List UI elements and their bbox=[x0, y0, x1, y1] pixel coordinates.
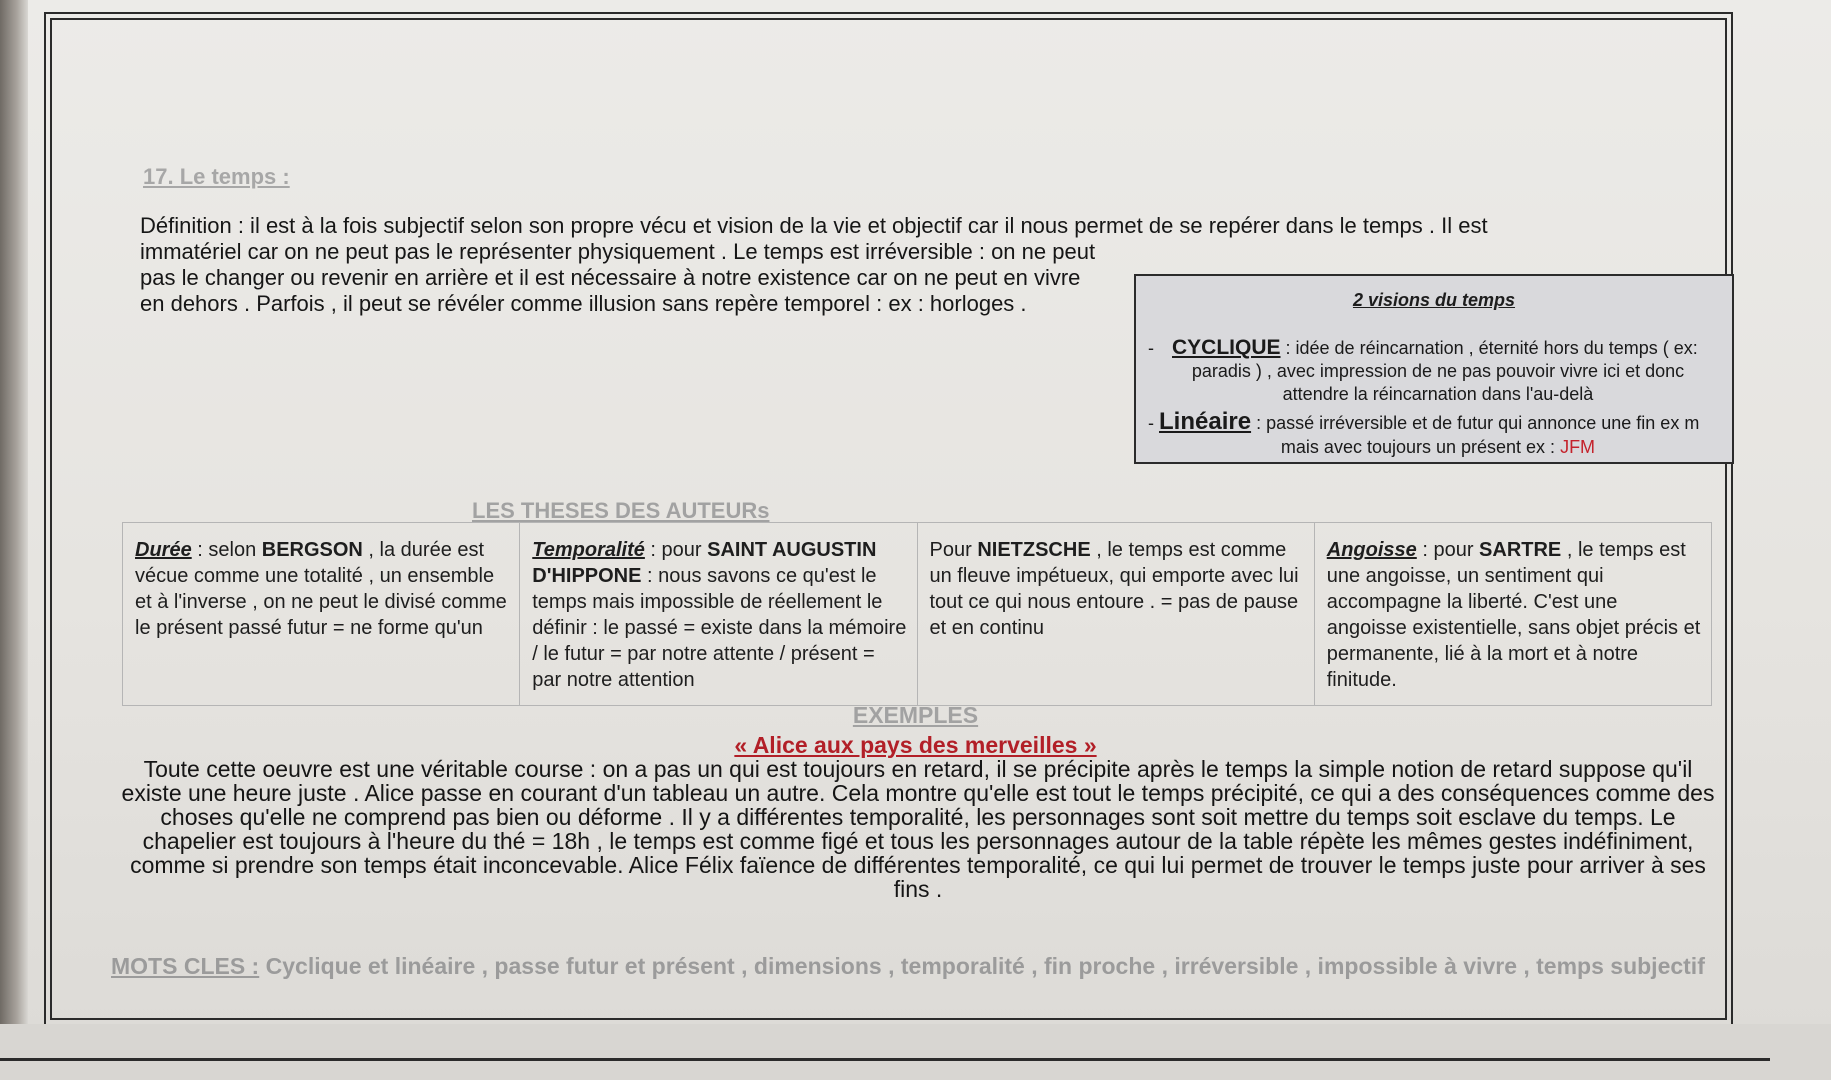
vision-linear bbox=[1148, 410, 1728, 459]
keywords-line bbox=[111, 953, 1705, 980]
vision-keyword: CYCLIQUE bbox=[1172, 336, 1281, 359]
next-page-edge bbox=[0, 1024, 1831, 1080]
bullet-dash: - bbox=[1148, 413, 1154, 433]
keywords-label: MOTS CLES : bbox=[111, 953, 260, 979]
next-page-border bbox=[0, 1058, 1770, 1061]
author-mid: : selon bbox=[191, 539, 262, 561]
vision-text: : passé irréversible et de futur qui annonce une fin ex m bbox=[1251, 413, 1700, 433]
vision-keyword: Linéaire bbox=[1159, 408, 1252, 435]
definition-first-line: Définition : il est à la fois subjectif selon son propre vécu et vision de la vie et objectif car il nous permet de se repérer dans le temps . Il est bbox=[140, 213, 1488, 238]
author-cell-bergson bbox=[123, 523, 520, 705]
author-name: NIETZSCHE bbox=[977, 539, 1091, 561]
vision-text: paradis ) , avec impression de ne pas pouvoir vivre ici et donc bbox=[1191, 361, 1685, 381]
author-name: SARTRE bbox=[1479, 539, 1562, 561]
author-cell-augustin bbox=[520, 523, 917, 705]
visions-title: 2 visions du temps bbox=[1352, 290, 1516, 310]
author-cell-nietzsche bbox=[918, 523, 1315, 705]
theses-heading: LES THESES DES AUTEURs bbox=[472, 498, 770, 523]
vision-cyclic bbox=[1148, 336, 1728, 406]
author-mid: Pour bbox=[929, 539, 978, 561]
author-text: , la durée est vécue comme une totalité , un ensemble et à l'inverse , on ne peut le divisé comme le présent passé futur = ne forme qu'un bbox=[135, 539, 507, 639]
vision-highlight: JFM bbox=[1560, 437, 1596, 457]
visions-box bbox=[1134, 274, 1734, 464]
author-name: BERGSON bbox=[261, 539, 363, 561]
page-edge-shadow bbox=[0, 0, 28, 1080]
section-heading: 17. Le temps : bbox=[143, 164, 290, 189]
author-text: , le temps est comme un fleuve impétueux, qui emporte avec lui tout ce qui nous entoure . = pas de pause et en continu bbox=[929, 539, 1299, 639]
vision-text: : idée de réincarnation , éternité hors du temps ( ex: bbox=[1280, 338, 1698, 358]
examples-heading: EXEMPLES bbox=[852, 702, 979, 728]
bullet-dash: - bbox=[1148, 338, 1154, 358]
author-term: Durée bbox=[135, 539, 192, 561]
author-text: , le temps est une angoisse, un sentiment qui accompagne la liberté. C'est une angoisse existentielle, sans objet précis et permanente, lié à la mort et à notre finitude. bbox=[1326, 539, 1701, 691]
authors-table bbox=[122, 522, 1712, 706]
vision-text-line bbox=[1148, 435, 1728, 459]
author-name: SAINT AUGUSTIN D'HIPPONE bbox=[532, 539, 877, 587]
example-title: « Alice aux pays des merveilles » bbox=[734, 732, 1097, 758]
author-cell-sartre bbox=[1315, 523, 1711, 705]
author-term: Temporalité bbox=[532, 539, 645, 561]
author-term: Angoisse bbox=[1326, 539, 1417, 561]
keywords-list: Cyclique et linéaire , passe futur et présent , dimensions , temporalité , fin proche , irréversible , impossible à vivre , temps subjectif bbox=[259, 953, 1705, 979]
vision-text: mais avec toujours un présent ex : bbox=[1280, 437, 1561, 457]
author-mid: : pour bbox=[644, 539, 708, 561]
definition-body: immatériel car on ne peut pas le représenter physiquement . Le temps est irréversible : on ne peut pas le changer ou revenir en arrière et il est nécessaire à notre existence car on ne peut en vivre en dehors . Parfois , il peut se révéler comme illusion sans repère temporel : ex : horloges . bbox=[140, 239, 1096, 316]
vision-text: attendre la réincarnation dans l'au-delà bbox=[1282, 384, 1594, 404]
author-text: : nous savons ce qu'est le temps mais impossible de réellement le définir : le passé = existe dans la mémoire / le futur = par notre attente / présent = par notre attention bbox=[532, 565, 907, 691]
author-mid: : pour bbox=[1416, 539, 1480, 561]
example-paragraph: Toute cette oeuvre est une véritable course : on a pas un qui est toujours en retard, il se précipite après le temps la simple notion de retard suppose qu'il existe une heure juste . Alice passe en courant d'un tableau un autre. Cela montre qu'elle est tout le temps précipité, ce qui a des conséquences comme des choses qu'elle ne comprend pas bien ou déforme . Il y a différentes temporalité, les personnages sont soit mettre du temps soit esclave du temps. Le chapelier est toujours à l'heure du thé = 18h , le temps est comme figé et tous les personnages autour de la table répète les mêmes gestes indéfiniment, comme si prendre son temps était inconcevable. Alice Félix faïence de différentes temporalité, ce qui lui permet de trouver le temps juste pour arriver à ses fins . bbox=[121, 756, 1715, 902]
